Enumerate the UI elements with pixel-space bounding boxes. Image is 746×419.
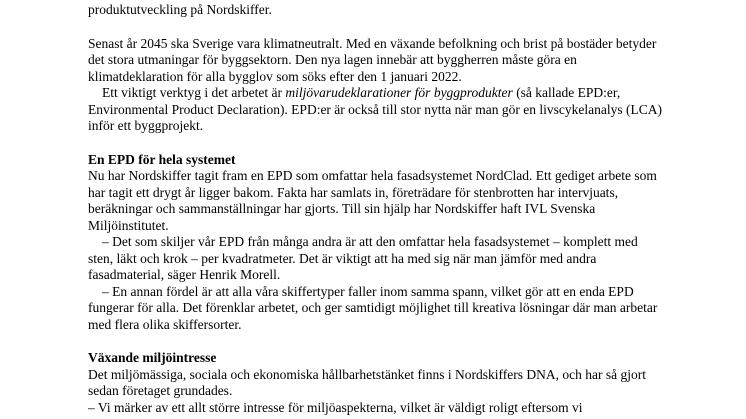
paragraph — [88, 234, 663, 284]
section-heading — [88, 152, 663, 169]
paragraph — [88, 367, 663, 400]
text-run: En EPD för hela systemet — [88, 151, 236, 167]
text-run: produktutveckling på Nordskiffer. — [88, 2, 272, 17]
paragraph — [88, 168, 663, 234]
paragraph — [88, 400, 663, 417]
text-run: Nu har Nordskiffer tagit fram en EPD som omfattar hela fasadsystemet NordClad. Ett gediget arbete som har tagit ett drygt år ligger bakom. Fakta har samlats in, företrädare för stenbrotten har intervjuats, beräkningar och sammanställningar har gjorts. Till sin hjälp har Nordskiffer haft IVL Svenska Miljöinstitutet. — [88, 168, 657, 233]
text-run: Senast år 2045 ska Sverige vara klimatneutralt. Med en växande befolkning och brist på bostäder betyder det stora utmaningar för byggsektorn. Den nya lagen innebär att byggherren måste göra en klimatdeklaration för alla bygglov som söks efter den 1 januari 2022. — [88, 35, 657, 84]
text-run: – En annan fördel är att alla våra skiffertyper faller inom samma spann, vilket gör att en enda EPD fungerar för alla. Det förenklar arbetet, och ger samtidigt möjlighet till kreativa lösningar där man arbetar med flera olika skiffersorter. — [88, 283, 658, 332]
paragraph — [88, 2, 663, 19]
text-run: Det miljömässiga, sociala och ekonomiska hållbarhetstänket finns i Nordskiffers DNA, och har så gjort sedan företaget grundades. — [88, 366, 646, 398]
text-run: – Vi märker av ett allt större intresse för miljöaspekterna, vilket är väldigt roligt eftersom vi — [88, 399, 583, 415]
text-run: Ett viktigt verktyg i det arbetet är — [102, 85, 286, 100]
text-run: (så kallade EPD:er, Environmental Product Declaration). EPD:er är också till stor nytta när man gör en livscykelanalys (LCA) inför ett byggprojekt. — [88, 85, 662, 133]
italic-text-run: miljövarudeklarationer för byggprodukter — [285, 85, 513, 100]
section-heading — [88, 350, 663, 367]
paragraph — [88, 284, 663, 334]
paragraph — [88, 85, 663, 135]
paragraph — [88, 36, 663, 86]
text-run: – Det som skiljer vår EPD från många andra är att den omfattar hela fasadsystemet – komplett med sten, läkt och krok – per kvadratmeter. Det är viktigt att ha med sig när man jämför med andra fasadmaterial, säger Henrik Morell. — [88, 234, 638, 282]
text-run: Växande miljöintresse — [88, 350, 217, 365]
